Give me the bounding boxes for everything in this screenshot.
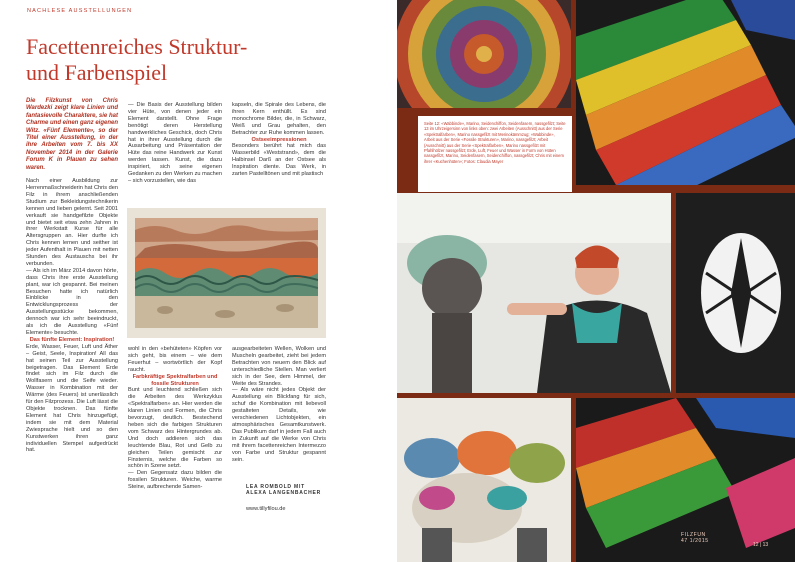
body-paragraph: — Als wäre nicht jedes Objekt der Ausstellung ein Blickfang für sich, schuf die Kombination mit liebevoll gestalteten Details, wie verschiedenen Lichtobjekten, ein atmosphärisches Gesamtkunstwerk. Das Publikum darf in jedem Fall auch in Zukunft auf die Werke von Chris mit ihrem facettenreichen Intermezzo von Farbe und Struktur gespannt sein.: [232, 387, 326, 463]
author-line-2: ALEXA LANGENBACHER: [246, 490, 322, 497]
weststrand-artwork-image: [127, 208, 326, 338]
body-paragraph: — Den Gegensatz dazu bilden die fossilen Strukturen. Weiche, warme Steine, aufbrechende Samen-: [128, 470, 222, 491]
website-link[interactable]: www.tillyfilou.de: [246, 506, 286, 512]
subheading: Ostseeimpressionen: [251, 136, 307, 143]
subheading: Farbkräftige Spektralfarben und fossile Strukturen: [132, 373, 218, 387]
text-column-1: [26, 98, 118, 454]
body-paragraph: — Als ich im März 2014 davon hörte, dass Chris ihre erste Ausstellung plant, war ich gespannt. Bei meinen Besuchen hatte ich natürlich Einblicke in den Entwicklungsprozess der Ausstellungsstücke bekommen, dennoch war ich sehr beeindruckt, als ich die Ausstellung «Fünf Elemente» besuchte.: [26, 267, 118, 336]
body-paragraph: Erde, Wasser, Feuer, Luft und Äther – Geist, Seele, Inspiration! All das hat seinen Teil zur Ausstellung beigetragen. Das Element Erde findet sich im Filz durch die Wollfasern und die Seife wieder. Wasser in Kombination mit der Wärme (des Feuers) ist unerlässlich für den Filzprozess. Die Luft lässt die Objekte trocknen. Das fünfte Element hat Chris hinzugefügt, indem sie mit dem Material Zwiesprache hielt und so den Kunstwerken ihren ganz individuellen Stempel aufgedrückt hat.: [26, 343, 118, 454]
body-paragraph: ausgearbeiteten Wellen, Wolken und Muscheln gearbeitet, zieht bei jedem Betrachten von neuem den Blick auf unterschiedliche Stellen. Man verliert sich in der See, dem Himmel, der Weite des Strandes.: [232, 346, 326, 387]
element-hats-photo: [397, 398, 571, 562]
body-paragraph: Besonders berührt hat mich das Wasserbild «Weststrand», dem die Halbinsel Darß an der Ostsee als Inspiration diente. Das Werk, in zarten Pastelltönen und mit plastisch: [232, 143, 326, 178]
text-column-2-bottom: [128, 346, 222, 491]
fossil-structure-photo: [676, 193, 795, 393]
body-paragraph: — Die Basis der Ausstellung bilden vier Hüte, von denen jeder ein Element darstellt. Ohne Frage benötigt deren Herstellung handwerkliches Geschick, doch Chris hat in ihrer Ausstellung durch die Ausarbeitung und Präsentation der Hüte das reine Handwerk zur Kunst werden lassen. Kunst, die dazu inspiriert, sich seine eigenen Gedanken zu den Werken zu machen – sich vorzustellen, wie das: [128, 102, 222, 184]
spectral-colors-photo-1: [576, 0, 795, 185]
left-page: [0, 0, 397, 562]
text-column-3-top: [232, 102, 326, 178]
felt-spiral-photo: [397, 0, 571, 108]
body-paragraph: kapseln, die Spirale des Lebens, die ihren Kern enthüllt. Es sind monochrome Bilder, die, in Schwarz, Weiß und Grau gehalten, den Betrachter zur Ruhe kommen lassen.: [232, 102, 326, 136]
text-column-2-top: [128, 102, 222, 185]
body-paragraph: Nach einer Ausbildung zur Herrenmaßschneiderin hat Chris den Filz in ihrem anschließenden Studium zur Bekleidungstechnikerin kennen und lieben gelernt. Seit 2001 verkauft sie handgefilzte Objekte und bietet seit etwa zehn Jahren in ihrer Werkstatt Kurse für alle Altersgruppen an. Hier durfte ich Chris kennen lernen und seither ist jeder Aufenthalt in Plauen mit netten Stunden des Austauschs bei ihr verbunden.: [26, 178, 118, 267]
text-column-3-bottom: [232, 346, 326, 463]
body-paragraph: wohl in den «behüteten» Köpfen vor sich geht, bis einem – wie dem Feuerhut – wortwörtlich der Kopf raucht.: [128, 346, 222, 373]
body-paragraph: Bunt und leuchtend schließen sich die Arbeiten des Werkzyklus «Spektralfarben» an. Hier werden die klaren Linien und Formen, die Chris bevorzugt, deutlich. Bestechend heben sich die farbigen Strukturen vom Schwarz des Hintergrundes ab. Und doch addieren sich das leuchtende Blau, Rot und Gelb zu gleichen Teilen gemischt zur Finsternis, welche die Farben so schön in Szene setzt.: [128, 387, 222, 470]
photo-caption: Seite 12: «Wabbinde», Marino, Seidenchiffon, Seidenfasern, nassgefilzt; Seite 13 im Uhrzeigersinn von links oben: zwei Arbeiten (Ausschnitt) aus der Serie «Spektralfarben», Marino nassgefilzt mit Merinokämmzug; «Wabbinde», Arbeit aus der Serie «Fossile Strukturen», Marino, nassgefilzt; Arbeit (Ausschnitt) aus der Serie «Spektralfarben», Marino nassgefilzt mit Pfahlhölzer nassgefilzt; Erde, Luft, Feuer und Wasser in Form von Hüten nassgefilzt, Marino, Seidenfasern, Seidenchiffon, nassgefilzt; Chris mit einem ihrer «Kuchenhüten»; Fotos: Claudia Mayer: [418, 116, 572, 192]
subheading: Das fünfte Element: Inspiration!: [29, 336, 115, 343]
intro-paragraph: Die Filzkunst von Chris Wardezki zeigt klare Linien und fantasievolle Charaktere, sie hat Charme und einen ganz eigenen Witz. «Fünf Elemente», so der Titel einer Ausstellung, in der ihre Arbeiten vom 7. bis XX November 2014 in der Galerie Forum K in Plauen zu sehen waren.: [26, 98, 119, 171]
page-numbers: 12 | 13: [753, 542, 769, 548]
headline-line-1: Facettenreiches Struktur-: [26, 34, 248, 59]
section-kicker: NACHLESE AUSSTELLUNGEN: [27, 8, 133, 14]
artist-with-hat-photo: [397, 193, 671, 393]
author-line-1: LEA ROMBOLD MIT: [246, 484, 306, 490]
magazine-issue: 47 1/2015: [681, 538, 709, 544]
headline-line-2: und Farbenspiel: [26, 60, 168, 85]
author-credit: [246, 484, 321, 497]
article-headline: [26, 34, 386, 86]
magazine-name: FILZFUN: [681, 532, 706, 538]
magazine-label: [681, 532, 709, 544]
